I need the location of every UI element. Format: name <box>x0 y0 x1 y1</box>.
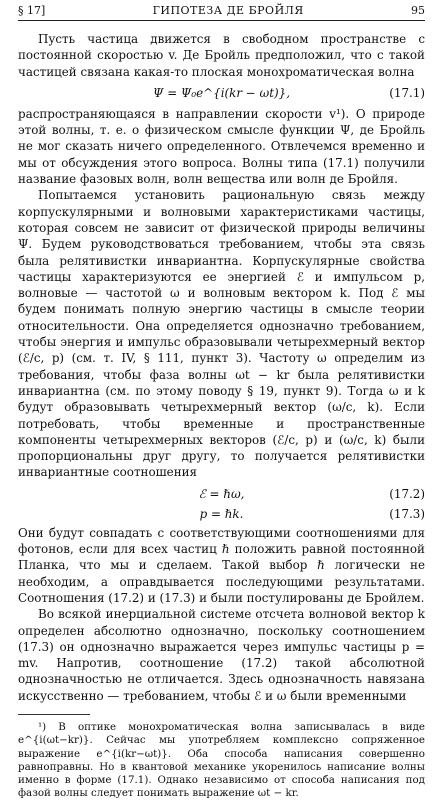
paragraph: распространяющаяся в направлении скорости v¹). О природе этой волны, т. е. о физическом смысле функции Ψ, де Бройль не мог сказать ничего определенного. Отвлечемся временно и мы от обсуждения этого вопроса. Волны типа (17.1) получили название фазовых волн, волн вещества или волн де Бройля. <box>18 106 425 187</box>
header-rule <box>18 20 425 21</box>
paragraph: Попытаемся установить рациональную связь между корпускулярными и волновыми характеристиками частицы, которая совсем не зависит от физической природы величины Ψ. Будем руководствоваться требованием, чтобы эта связь была релятивистки инвариантна. Корпускулярные свойства частицы характеризуются ее энергией ℰ и импульсом p, волновые — частотой ω и волновым вектором k. Под ℰ мы будем понимать полную энергию частицы в смысле теории относительности. Она определяется однозначно требованием, чтобы энергия и импульс образовывали четырехмерный вектор (ℰ/c, p) (см. т. IV, § 111, пункт 3). Частоту ω определим из требования, чтобы фаза волны ωt − kr была релятивистки инвариантна (см. по этому поводу § 19, пункт 9). Тогда ω и k будут образовывать четырехмерный вектор (ω/c, k). Если потребовать, чтобы временные и пространственные компоненты четырехмерных векторов (ℰ/c, p) и (ω/c, k) были пропорциональны друг другу, то получается релятивистки инвариантные соотношения <box>18 188 425 480</box>
equation-formula: ℰ = ℏω, <box>198 486 245 501</box>
section-number: § 17] <box>18 4 46 17</box>
equation-17-2 <box>18 485 425 504</box>
equation-number: (17.3) <box>389 506 425 521</box>
equation-number: (17.1) <box>389 85 425 100</box>
paragraph: Во всякой инерциальной системе отсчета волновой вектор k определен абсолютно однозначно, поскольку соотношением (17.3) он однозначно выражается через импульс частицы p = mv. Напротив, соотношение (17.2) такой абсолютной однозначностью не отличается. Здесь однозначность навязана искусственно — требованием, чтобы ℰ и ω были временными <box>18 607 425 703</box>
equation-formula: Ψ = Ψ₀e^{i(kr − ωt)}, <box>152 85 291 100</box>
equation-17-1 <box>18 83 425 104</box>
page-number: 95 <box>411 4 425 17</box>
equation-number: (17.2) <box>389 486 425 501</box>
paragraph: Они будут совпадать с соответствующими соотношениями для фотонов, если для всех частиц ℏ положить равной постоянной Планка, что мы и сделаем. Такой выбор ℏ логически не необходим, а оправдывается последующими результатами. Соотношения (17.2) и (17.3) и были постулированы де Бройлем. <box>18 525 425 605</box>
footnote-separator <box>18 714 90 715</box>
paragraph: Пусть частица движется в свободном пространстве с постоянной скоростью v. Де Бройль предположил, что с такой частицей связана какая-то плоская монохроматическая волна <box>18 32 425 79</box>
equation-formula: p = ℏk. <box>199 506 244 521</box>
running-title: ГИПОТЕЗА ДЕ БРОЙЛЯ <box>152 4 304 17</box>
equation-17-3 <box>18 505 425 524</box>
running-header <box>18 3 425 20</box>
footnote: ¹) В оптике монохроматическая волна записывалась в виде e^{i(ωt−kr)}. Сейчас мы употребляем комплексно сопряженное выражение e^{i(kr−ωt)}. Оба способа написания совершенно равноправны. Но в квантовой механике укоренилось написание волны именно в форме (17.1). Однако независимо от способа написания под фазой волны следует понимать выражение ωt − kr. <box>18 720 425 800</box>
